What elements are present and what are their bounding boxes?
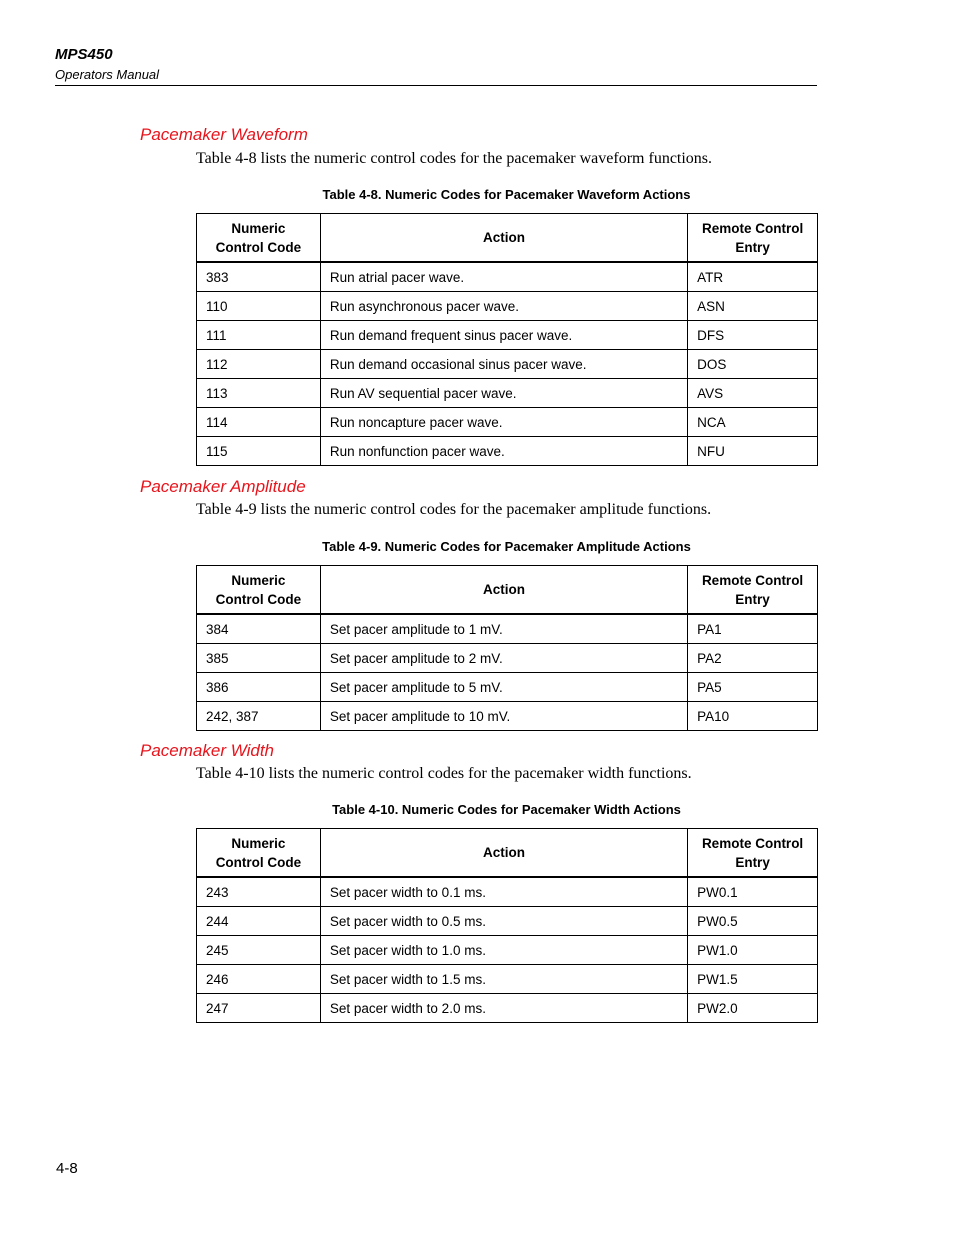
cell-code: 244	[197, 907, 321, 936]
cell-action: Set pacer width to 0.1 ms.	[320, 877, 687, 907]
section-intro: Table 4-9 lists the numeric control codes for the pacemaker amplitude functions.	[196, 501, 712, 518]
table-row	[197, 408, 818, 437]
table-header-row	[197, 214, 818, 263]
cell-entry: PA10	[688, 702, 818, 731]
cell-entry: PW2.0	[688, 994, 818, 1023]
table-row	[197, 644, 818, 673]
cell-action: Set pacer amplitude to 2 mV.	[320, 644, 687, 673]
cell-code: 383	[197, 262, 321, 292]
column-header-code: Numeric Control Code	[197, 829, 321, 878]
table-caption: Table 4-10. Numeric Codes for Pacemaker Width Actions	[332, 802, 681, 817]
cell-action: Set pacer width to 0.5 ms.	[320, 907, 687, 936]
cell-entry: PW0.1	[688, 877, 818, 907]
cell-entry: DFS	[688, 321, 818, 350]
table-row	[197, 614, 818, 644]
cell-entry: ATR	[688, 262, 818, 292]
cell-code: 115	[197, 437, 321, 466]
table-row	[197, 379, 818, 408]
header-rule	[55, 85, 817, 86]
cell-code: 111	[197, 321, 321, 350]
table-header-row	[197, 566, 818, 615]
table-row	[197, 292, 818, 321]
cell-code: 242, 387	[197, 702, 321, 731]
cell-action: Set pacer width to 2.0 ms.	[320, 994, 687, 1023]
section-heading: Pacemaker Waveform	[140, 125, 308, 144]
cell-action: Run asynchronous pacer wave.	[320, 292, 687, 321]
cell-entry: AVS	[688, 379, 818, 408]
section-heading: Pacemaker Amplitude	[140, 477, 306, 496]
column-header-code: Numeric Control Code	[197, 566, 321, 615]
cell-entry: NFU	[688, 437, 818, 466]
table-row	[197, 994, 818, 1023]
table-row	[197, 262, 818, 292]
manual-subtitle: Operators Manual	[55, 67, 160, 82]
cell-code: 245	[197, 936, 321, 965]
cell-action: Run AV sequential pacer wave.	[320, 379, 687, 408]
cell-code: 113	[197, 379, 321, 408]
manual-title: MPS450	[55, 46, 113, 63]
table-row	[197, 673, 818, 702]
codes-table	[196, 828, 818, 1023]
cell-action: Run nonfunction pacer wave.	[320, 437, 687, 466]
cell-entry: PA2	[688, 644, 818, 673]
section-intro: Table 4-10 lists the numeric control codes for the pacemaker width functions.	[196, 765, 692, 782]
cell-entry: PA1	[688, 614, 818, 644]
cell-code: 112	[197, 350, 321, 379]
cell-action: Run noncapture pacer wave.	[320, 408, 687, 437]
column-header-action: Action	[320, 566, 687, 615]
cell-entry: NCA	[688, 408, 818, 437]
cell-entry: PW0.5	[688, 907, 818, 936]
cell-code: 243	[197, 877, 321, 907]
table-row	[197, 321, 818, 350]
cell-entry: PW1.5	[688, 965, 818, 994]
column-header-entry: Remote Control Entry	[688, 829, 818, 878]
table-header-row	[197, 829, 818, 878]
section-heading: Pacemaker Width	[140, 741, 275, 760]
codes-table	[196, 213, 818, 466]
column-header-code: Numeric Control Code	[197, 214, 321, 263]
cell-code: 386	[197, 673, 321, 702]
column-header-entry: Remote Control Entry	[688, 566, 818, 615]
table-row	[197, 350, 818, 379]
cell-action: Set pacer width to 1.5 ms.	[320, 965, 687, 994]
cell-entry: ASN	[688, 292, 818, 321]
section-intro: Table 4-8 lists the numeric control codes for the pacemaker waveform functions.	[196, 150, 713, 167]
table-caption: Table 4-8. Numeric Codes for Pacemaker Waveform Actions	[322, 187, 691, 202]
cell-action: Run demand frequent sinus pacer wave.	[320, 321, 687, 350]
cell-entry: DOS	[688, 350, 818, 379]
page-number: 4-8	[56, 1160, 78, 1177]
cell-action: Set pacer amplitude to 1 mV.	[320, 614, 687, 644]
cell-code: 246	[197, 965, 321, 994]
table-row	[197, 437, 818, 466]
cell-code: 110	[197, 292, 321, 321]
table-caption: Table 4-9. Numeric Codes for Pacemaker Amplitude Actions	[322, 539, 691, 554]
cell-code: 384	[197, 614, 321, 644]
table-row	[197, 702, 818, 731]
column-header-entry: Remote Control Entry	[688, 214, 818, 263]
cell-entry: PA5	[688, 673, 818, 702]
cell-code: 247	[197, 994, 321, 1023]
cell-code: 114	[197, 408, 321, 437]
column-header-action: Action	[320, 829, 687, 878]
cell-entry: PW1.0	[688, 936, 818, 965]
codes-table	[196, 565, 818, 731]
column-header-action: Action	[320, 214, 687, 263]
cell-code: 385	[197, 644, 321, 673]
cell-action: Run demand occasional sinus pacer wave.	[320, 350, 687, 379]
table-row	[197, 936, 818, 965]
cell-action: Run atrial pacer wave.	[320, 262, 687, 292]
table-row	[197, 907, 818, 936]
table-row	[197, 877, 818, 907]
cell-action: Set pacer width to 1.0 ms.	[320, 936, 687, 965]
table-row	[197, 965, 818, 994]
cell-action: Set pacer amplitude to 5 mV.	[320, 673, 687, 702]
cell-action: Set pacer amplitude to 10 mV.	[320, 702, 687, 731]
